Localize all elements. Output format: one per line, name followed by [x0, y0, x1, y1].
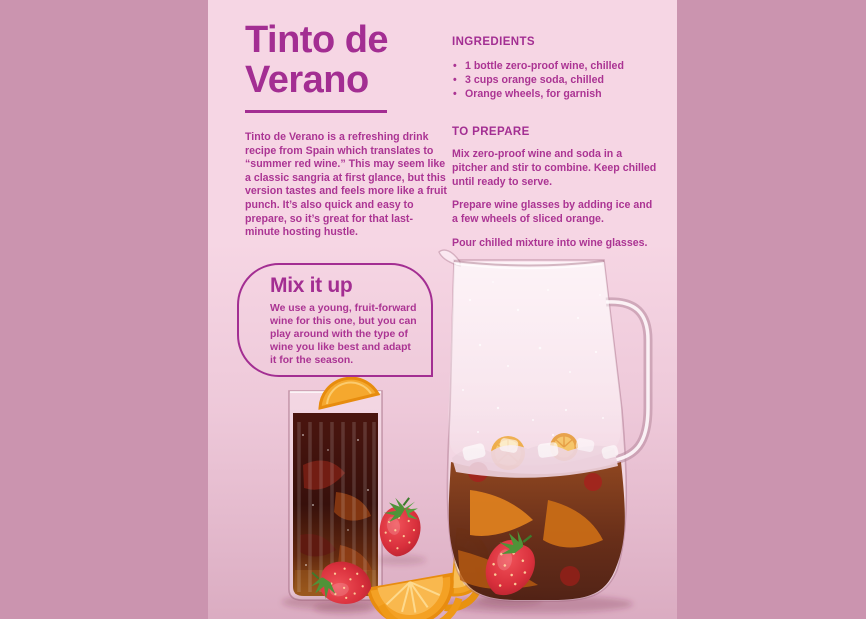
ingredient-item: • 1 bottle zero-proof wine, chilled [452, 59, 664, 73]
prepare-step: Mix zero-proof wine and soda in a pitcher and stir to combine. Keep chilled until ready to serve. [452, 148, 657, 188]
recipe-description: Tinto de Verano is a refreshing drink recipe from Spain which translates to “summer red wine.” This may seem like a classic sangria at first glance, but this version tastes and feels more like a fruit punch. It’s also quick and easy to prepare, so it’s great for that last-minute hosting hustle. [245, 131, 447, 239]
pitcher [439, 250, 648, 601]
tip-body: We use a young, fruit-forward wine for this one, but you can play around with the type of wine you like best and adapt it for the season. [270, 303, 417, 366]
recipe-details-column [452, 36, 664, 251]
prepare-heading: TO PREPARE [452, 126, 530, 138]
ingredient-item: • 3 cups orange soda, chilled [452, 73, 664, 87]
tip-bubble [237, 263, 433, 377]
title-divider [245, 110, 387, 113]
ingredients-heading: INGREDIENTS [452, 36, 535, 48]
pitcher-frost [448, 262, 621, 466]
prepare-step: Prepare wine glasses by adding ice and a few wheels of sliced orange. [452, 199, 653, 226]
ingredients-list [452, 59, 664, 101]
recipe-card [208, 0, 677, 619]
tip-heading: Mix it up [270, 274, 353, 297]
ingredient-item: • Orange wheels, for garnish [452, 87, 664, 101]
page-title [245, 20, 388, 100]
title-line-2: Verano [245, 59, 369, 101]
title-line-1: Tinto de [245, 19, 389, 61]
